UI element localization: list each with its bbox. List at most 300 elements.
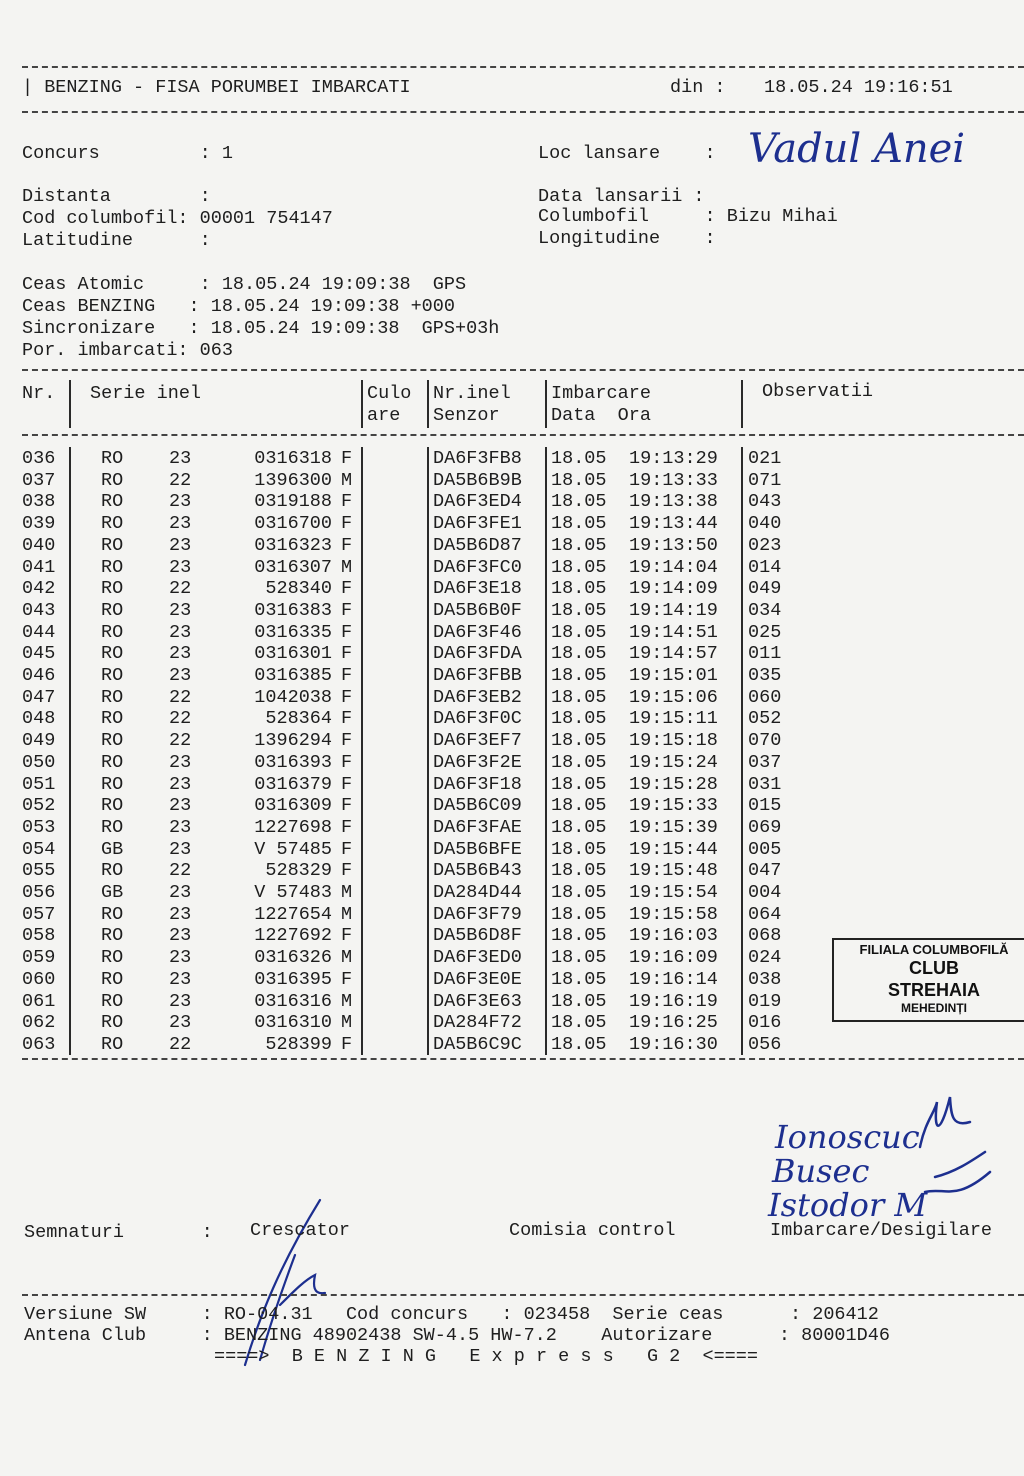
embark-time: 19:15:06 <box>629 686 718 708</box>
sex-code: F <box>341 513 353 535</box>
ring-number: 0316318 <box>254 448 332 469</box>
embark-date: 18.05 <box>551 838 607 860</box>
embark-date: 18.05 <box>551 1012 607 1034</box>
ceas-benzing-line: Ceas BENZING : 18.05.24 19:09:38 +000 <box>22 296 455 317</box>
sensor-id: DA6F3FDA <box>433 643 522 665</box>
embark-time: 19:13:38 <box>629 491 718 513</box>
column-divider <box>427 447 429 1055</box>
observation: 071 <box>748 469 782 491</box>
observation: 069 <box>748 816 782 838</box>
sex-code: F <box>341 578 353 600</box>
ring-year: 23 <box>169 773 192 795</box>
sensor-id: DA5B6D87 <box>433 534 522 556</box>
observation: 023 <box>748 534 782 556</box>
observation: 043 <box>748 491 782 513</box>
row-number: 042 <box>22 578 56 600</box>
ring-year: 23 <box>169 491 192 513</box>
observation: 060 <box>748 686 782 708</box>
ring-number: 0319188 <box>254 491 332 513</box>
country-code: GB <box>101 882 124 903</box>
ring-year: 23 <box>169 795 192 817</box>
dashed-divider <box>22 1294 1024 1296</box>
country-code: RO <box>101 534 124 556</box>
latitudine-field: Latitudine : <box>22 230 211 251</box>
ring-year: 22 <box>169 860 192 882</box>
observation: 038 <box>748 968 782 990</box>
row-number: 047 <box>22 686 56 708</box>
ring-year: 23 <box>169 599 192 621</box>
embark-date: 18.05 <box>551 556 607 578</box>
embark-date: 18.05 <box>551 513 607 535</box>
ring-year: 22 <box>169 469 192 491</box>
ring-number: 0316323 <box>254 534 332 556</box>
ring-year: 23 <box>169 838 192 860</box>
sensor-id: DA6F3F0C <box>433 708 522 730</box>
observation: 031 <box>748 773 782 795</box>
embark-date: 18.05 <box>551 621 607 643</box>
ring-year: 23 <box>169 968 192 990</box>
country-code: RO <box>101 947 124 969</box>
embark-time: 19:14:09 <box>629 578 718 600</box>
embark-date: 18.05 <box>551 860 607 882</box>
embark-date: 18.05 <box>551 795 607 817</box>
ring-number: 0316700 <box>254 513 332 535</box>
sex-code: F <box>341 534 353 556</box>
country-code: RO <box>101 1033 124 1055</box>
data-lansarii-field: Data lansarii : <box>538 186 705 207</box>
column-header-senzor: Senzor <box>433 405 500 426</box>
document-title: | BENZING - FISA PORUMBEI IMBARCATI <box>22 77 411 98</box>
embark-date: 18.05 <box>551 643 607 665</box>
embark-date: 18.05 <box>551 534 607 556</box>
row-number: 038 <box>22 491 56 513</box>
ring-year: 23 <box>169 513 192 535</box>
ring-year: 23 <box>169 621 192 643</box>
embark-time: 19:15:33 <box>629 795 718 817</box>
semnaturi-label: Semnaturi : <box>24 1222 213 1243</box>
ring-number: 528399 <box>265 1033 332 1055</box>
ring-year: 22 <box>169 708 192 730</box>
date-label: din : <box>670 77 726 98</box>
ring-number: 1227692 <box>254 925 332 947</box>
sex-code: F <box>341 643 353 665</box>
country-code: RO <box>101 578 124 600</box>
embark-date: 18.05 <box>551 469 607 491</box>
ring-number: 1042038 <box>254 686 332 708</box>
row-number: 037 <box>22 469 56 491</box>
sex-code: M <box>341 556 353 578</box>
sex-code: F <box>341 816 353 838</box>
sex-code: F <box>341 599 353 621</box>
ring-year: 22 <box>169 1033 192 1055</box>
sex-code: F <box>341 448 353 469</box>
embark-date: 18.05 <box>551 751 607 773</box>
observation: 034 <box>748 599 782 621</box>
ring-number: 0316393 <box>254 751 332 773</box>
sensor-id: DA5B6D8F <box>433 925 522 947</box>
ring-number: V 57485 <box>254 838 332 860</box>
embark-date: 18.05 <box>551 708 607 730</box>
dashed-divider <box>22 111 1024 113</box>
embark-time: 19:16:14 <box>629 968 718 990</box>
row-number: 050 <box>22 751 56 773</box>
sensor-id: DA5B6C9C <box>433 1033 522 1055</box>
embark-date: 18.05 <box>551 990 607 1012</box>
embark-time: 19:16:03 <box>629 925 718 947</box>
porumbei-imbarcati-line: Por. imbarcati: 063 <box>22 340 233 361</box>
sensor-id: DA6F3FAE <box>433 816 522 838</box>
dashed-divider <box>22 434 1024 436</box>
loc-lansare-handwritten: Vadul Anei <box>748 126 966 172</box>
country-code: RO <box>101 751 124 773</box>
embark-date: 18.05 <box>551 773 607 795</box>
concurs-field: Concurs : 1 <box>22 143 233 164</box>
ring-year: 22 <box>169 730 192 752</box>
embark-time: 19:15:11 <box>629 708 718 730</box>
country-code: RO <box>101 860 124 882</box>
row-number: 058 <box>22 925 56 947</box>
row-number: 048 <box>22 708 56 730</box>
country-code: RO <box>101 925 124 947</box>
handwritten-name: Ionoscuc <box>775 1118 920 1156</box>
ring-year: 23 <box>169 882 192 903</box>
row-number: 057 <box>22 903 56 925</box>
observation: 005 <box>748 838 782 860</box>
report-datetime: 18.05.24 19:16:51 <box>764 77 953 98</box>
ring-number: 0316335 <box>254 621 332 643</box>
sensor-id: DA5B6BFE <box>433 838 522 860</box>
dashed-divider <box>22 1058 1024 1060</box>
embark-time: 19:14:51 <box>629 621 718 643</box>
row-number: 056 <box>22 882 56 903</box>
row-number: 051 <box>22 773 56 795</box>
column-header-culoare-2: are <box>367 405 401 426</box>
stamp-line-mehedinti: MEHEDINȚI <box>901 1001 967 1015</box>
country-code: RO <box>101 816 124 838</box>
country-code: RO <box>101 621 124 643</box>
country-code: RO <box>101 730 124 752</box>
ring-year: 22 <box>169 578 192 600</box>
header-column-divider <box>427 380 429 428</box>
sensor-id: DA6F3FBB <box>433 665 522 686</box>
observation: 037 <box>748 751 782 773</box>
sex-code: F <box>341 708 353 730</box>
ring-number: 1396300 <box>254 469 332 491</box>
sex-code: M <box>341 882 353 903</box>
column-header-culoare: Culo <box>367 383 412 404</box>
country-code: RO <box>101 686 124 708</box>
embark-time: 19:16:30 <box>629 1033 718 1055</box>
sensor-id: DA6F3FB8 <box>433 448 522 469</box>
country-code: RO <box>101 665 124 686</box>
sensor-id: DA6F3F79 <box>433 903 522 925</box>
observation: 047 <box>748 860 782 882</box>
embark-time: 19:15:58 <box>629 903 718 925</box>
embark-date: 18.05 <box>551 903 607 925</box>
sex-code: F <box>341 925 353 947</box>
header-column-divider <box>545 380 547 428</box>
ring-number: 1227654 <box>254 903 332 925</box>
columbofil-field: Columbofil : Bizu Mihai <box>538 206 838 227</box>
ring-year: 23 <box>169 448 192 469</box>
country-code: RO <box>101 968 124 990</box>
ring-year: 22 <box>169 686 192 708</box>
ring-year: 23 <box>169 1012 192 1034</box>
sex-code: F <box>341 665 353 686</box>
observation: 015 <box>748 795 782 817</box>
observation: 040 <box>748 513 782 535</box>
observation: 064 <box>748 903 782 925</box>
column-divider <box>69 447 71 1055</box>
sensor-id: DA6F3EF7 <box>433 730 522 752</box>
observation: 056 <box>748 1033 782 1055</box>
header-column-divider <box>361 380 363 428</box>
country-code: RO <box>101 491 124 513</box>
row-number: 059 <box>22 947 56 969</box>
embark-date: 18.05 <box>551 730 607 752</box>
ring-year: 23 <box>169 903 192 925</box>
header-column-divider <box>741 380 743 428</box>
sensor-id: DA6F3E18 <box>433 578 522 600</box>
embark-time: 19:14:57 <box>629 643 718 665</box>
sex-code: F <box>341 860 353 882</box>
handwritten-name: Busec <box>772 1152 870 1190</box>
row-number: 044 <box>22 621 56 643</box>
country-code: RO <box>101 708 124 730</box>
row-number: 062 <box>22 1012 56 1034</box>
comisia-control-label: Comisia control <box>509 1220 676 1241</box>
observation: 016 <box>748 1012 782 1034</box>
dashed-divider <box>22 369 1024 371</box>
column-divider <box>741 447 743 1055</box>
embark-time: 19:16:25 <box>629 1012 718 1034</box>
sex-code: M <box>341 903 353 925</box>
sex-code: M <box>341 1012 353 1034</box>
embark-date: 18.05 <box>551 448 607 469</box>
embark-time: 19:14:19 <box>629 599 718 621</box>
ring-number: 0316395 <box>254 968 332 990</box>
row-number: 060 <box>22 968 56 990</box>
imbarcare-desigilare-label: Imbarcare/Desigilare <box>770 1220 993 1241</box>
country-code: RO <box>101 599 124 621</box>
row-number: 039 <box>22 513 56 535</box>
row-number: 046 <box>22 665 56 686</box>
country-code: GB <box>101 838 124 860</box>
sensor-id: DA5B6B9B <box>433 469 522 491</box>
sensor-id: DA284D44 <box>433 882 522 903</box>
ring-number: 528340 <box>265 578 332 600</box>
ceas-atomic-line: Ceas Atomic : 18.05.24 19:09:38 GPS <box>22 274 467 295</box>
row-number: 053 <box>22 816 56 838</box>
country-code: RO <box>101 556 124 578</box>
country-code: RO <box>101 773 124 795</box>
observation: 011 <box>748 643 782 665</box>
ring-number: V 57483 <box>254 882 332 903</box>
country-code: RO <box>101 513 124 535</box>
embark-time: 19:15:39 <box>629 816 718 838</box>
stamp-line-club: CLUB <box>909 958 959 978</box>
observation: 070 <box>748 730 782 752</box>
observation: 049 <box>748 578 782 600</box>
embark-date: 18.05 <box>551 947 607 969</box>
ring-number: 528329 <box>265 860 332 882</box>
sex-code: F <box>341 1033 353 1055</box>
row-number: 041 <box>22 556 56 578</box>
sensor-id: DA6F3ED4 <box>433 491 522 513</box>
embark-time: 19:15:44 <box>629 838 718 860</box>
observation: 021 <box>748 448 782 469</box>
observation: 024 <box>748 947 782 969</box>
embark-date: 18.05 <box>551 816 607 838</box>
embark-date: 18.05 <box>551 686 607 708</box>
embark-time: 19:15:54 <box>629 882 718 903</box>
ring-year: 23 <box>169 751 192 773</box>
ring-year: 23 <box>169 643 192 665</box>
cod-columbofil-field: Cod columbofil: 00001 754147 <box>22 208 333 229</box>
stamp-line-filiala: FILIALA COLUMBOFILĂ <box>859 942 1009 957</box>
sex-code: F <box>341 968 353 990</box>
ring-year: 23 <box>169 925 192 947</box>
sex-code: F <box>341 773 353 795</box>
ring-number: 0316379 <box>254 773 332 795</box>
club-stamp <box>832 938 1024 1022</box>
ring-year: 23 <box>169 534 192 556</box>
embark-time: 19:15:28 <box>629 773 718 795</box>
sex-code: F <box>341 686 353 708</box>
embark-date: 18.05 <box>551 925 607 947</box>
row-number: 043 <box>22 599 56 621</box>
embark-date: 18.05 <box>551 578 607 600</box>
observation: 014 <box>748 556 782 578</box>
embark-time: 19:13:50 <box>629 534 718 556</box>
row-number: 040 <box>22 534 56 556</box>
embark-date: 18.05 <box>551 599 607 621</box>
column-header-serie-inel: Serie inel <box>90 383 202 404</box>
distanta-field: Distanta : <box>22 186 211 207</box>
ring-year: 23 <box>169 947 192 969</box>
ring-number: 528364 <box>265 708 332 730</box>
country-code: RO <box>101 795 124 817</box>
embark-time: 19:13:33 <box>629 469 718 491</box>
column-header-nr: Nr. <box>22 383 56 404</box>
embark-time: 19:13:29 <box>629 448 718 469</box>
ring-number: 1396294 <box>254 730 332 752</box>
header-column-divider <box>69 380 71 428</box>
sincronizare-line: Sincronizare : 18.05.24 19:09:38 GPS+03h <box>22 318 500 339</box>
longitudine-field: Longitudine : <box>538 228 716 249</box>
observation: 052 <box>748 708 782 730</box>
sex-code: M <box>341 990 353 1012</box>
handwritten-name: Istodor M <box>768 1186 928 1224</box>
country-code: RO <box>101 448 124 469</box>
embark-date: 18.05 <box>551 491 607 513</box>
observation: 025 <box>748 621 782 643</box>
sex-code: M <box>341 469 353 491</box>
sex-code: F <box>341 621 353 643</box>
embark-time: 19:15:18 <box>629 730 718 752</box>
ring-number: 0316326 <box>254 947 332 969</box>
column-divider <box>361 447 363 1055</box>
loc-lansare-label: Loc lansare : <box>538 143 716 164</box>
sensor-id: DA6F3EB2 <box>433 686 522 708</box>
sensor-id: DA5B6C09 <box>433 795 522 817</box>
embark-date: 18.05 <box>551 1033 607 1055</box>
ring-number: 0316385 <box>254 665 332 686</box>
column-header-observatii: Observatii <box>762 381 874 402</box>
crescator-label: Crescator <box>250 1220 350 1241</box>
ring-year: 23 <box>169 665 192 686</box>
observation: 035 <box>748 665 782 686</box>
sex-code: M <box>341 947 353 969</box>
row-number: 036 <box>22 448 56 469</box>
ring-year: 23 <box>169 990 192 1012</box>
sensor-id: DA5B6B0F <box>433 599 522 621</box>
footer-versiune-line: Versiune SW : RO-04.31 Cod concurs : 023458 Serie ceas : 206412 <box>24 1304 879 1325</box>
ring-number: 0316309 <box>254 795 332 817</box>
ring-year: 23 <box>169 816 192 838</box>
column-header-data-ora: Data Ora <box>551 405 651 426</box>
sensor-id: DA6F3E63 <box>433 990 522 1012</box>
country-code: RO <box>101 990 124 1012</box>
country-code: RO <box>101 469 124 491</box>
sensor-id: DA6F3FE1 <box>433 513 522 535</box>
row-number: 052 <box>22 795 56 817</box>
ring-number: 1227698 <box>254 816 332 838</box>
embark-time: 19:15:01 <box>629 665 718 686</box>
embark-time: 19:15:24 <box>629 751 718 773</box>
ring-number: 0316310 <box>254 1012 332 1034</box>
sensor-id: DA6F3F2E <box>433 751 522 773</box>
dashed-divider <box>22 66 1024 68</box>
sex-code: F <box>341 491 353 513</box>
row-number: 063 <box>22 1033 56 1055</box>
footer-benzing-express: ====> B E N Z I N G E x p r e s s G 2 <==== <box>214 1346 758 1367</box>
country-code: RO <box>101 903 124 925</box>
sensor-id: DA284F72 <box>433 1012 522 1034</box>
sensor-id: DA6F3ED0 <box>433 947 522 969</box>
sex-code: F <box>341 838 353 860</box>
embark-time: 19:16:09 <box>629 947 718 969</box>
signature-scribble <box>915 1092 995 1202</box>
row-number: 045 <box>22 643 56 665</box>
observation: 004 <box>748 882 782 903</box>
sensor-id: DA6F3F18 <box>433 773 522 795</box>
embark-time: 19:16:19 <box>629 990 718 1012</box>
footer-antena-line: Antena Club : BENZING 48902438 SW-4.5 HW-7.2 Autorizare : 80001D46 <box>24 1325 890 1346</box>
embark-time: 19:14:04 <box>629 556 718 578</box>
row-number: 049 <box>22 730 56 752</box>
embark-time: 19:15:48 <box>629 860 718 882</box>
sensor-id: DA6F3FC0 <box>433 556 522 578</box>
ring-number: 0316301 <box>254 643 332 665</box>
ring-number: 0316307 <box>254 556 332 578</box>
column-divider <box>545 447 547 1055</box>
observation: 068 <box>748 925 782 947</box>
country-code: RO <box>101 643 124 665</box>
sensor-id: DA6F3E0E <box>433 968 522 990</box>
embark-date: 18.05 <box>551 968 607 990</box>
sex-code: F <box>341 730 353 752</box>
observation: 019 <box>748 990 782 1012</box>
row-number: 061 <box>22 990 56 1012</box>
ring-number: 0316383 <box>254 599 332 621</box>
row-number: 055 <box>22 860 56 882</box>
embark-time: 19:13:44 <box>629 513 718 535</box>
embark-date: 18.05 <box>551 882 607 903</box>
sex-code: F <box>341 795 353 817</box>
sex-code: F <box>341 751 353 773</box>
ring-year: 23 <box>169 556 192 578</box>
